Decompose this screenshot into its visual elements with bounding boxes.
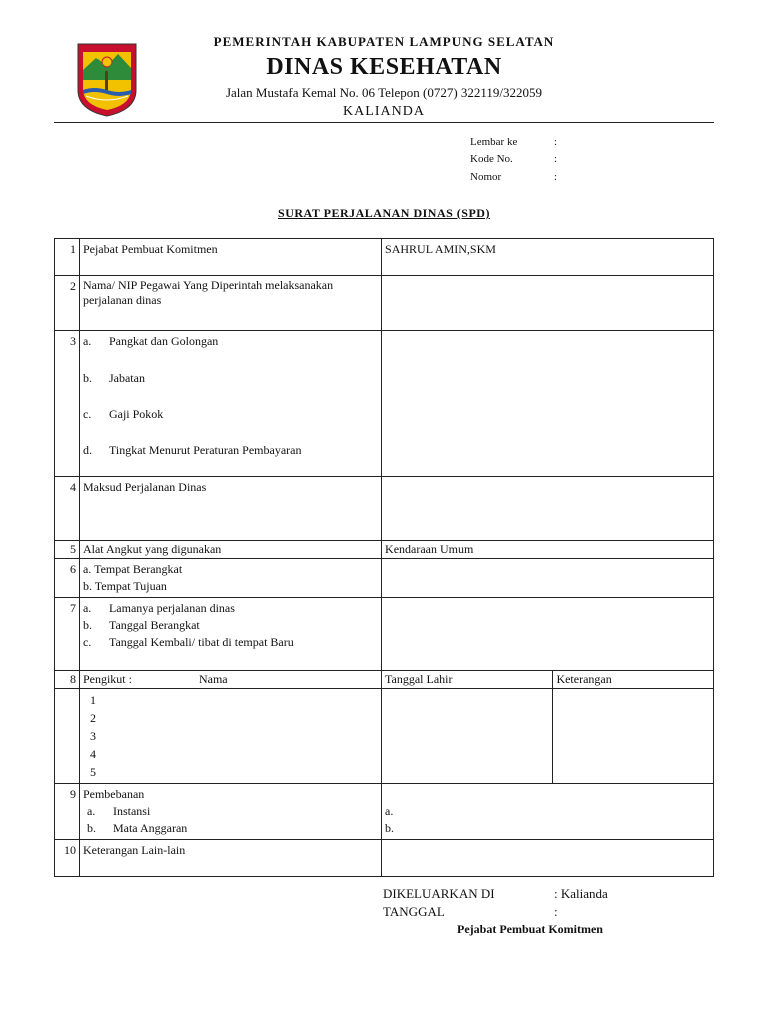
spd-table: [54, 238, 714, 877]
list-item: 1: [89, 693, 96, 707]
document-title: SURAT PERJALANAN DINAS (SPD): [278, 206, 490, 220]
list-item: a. Pangkat dan Golongan: [82, 334, 219, 348]
row-label: [79, 559, 381, 598]
meta-nomor-label: Nomor: [470, 171, 502, 183]
pengikut-label: Pengikut :: [82, 672, 132, 686]
row-number: 4: [55, 477, 80, 541]
tanggal-label: TANGGAL: [383, 904, 445, 919]
list-item: 5: [89, 765, 96, 779]
table-row: [55, 671, 714, 689]
row-value: [382, 276, 714, 331]
row-label: Alat Angkut yang digunakan: [79, 541, 381, 559]
row-number: 5: [55, 541, 80, 559]
col-tanggal-lahir: Tanggal Lahir: [382, 671, 553, 689]
meta-kode-label: Kode No.: [470, 153, 513, 165]
row-value: [382, 331, 714, 477]
pengikut-list: [79, 689, 381, 784]
row-value: SAHRUL AMIN,SKM: [382, 239, 714, 276]
table-row: [55, 598, 714, 671]
table-row: [55, 559, 714, 598]
row-number: 3: [55, 331, 80, 477]
list-item: 2: [89, 711, 96, 725]
list-item: a. Instansi: [86, 804, 151, 818]
table-row: [55, 541, 714, 559]
table-row: [55, 276, 714, 331]
tanggal-lahir-cell: [382, 689, 553, 784]
list-item: b. Jabatan: [82, 371, 145, 385]
row-value: [382, 598, 714, 671]
row-label: [79, 784, 381, 840]
table-row: [55, 239, 714, 276]
meta-kode-sep: :: [554, 153, 558, 165]
meta-nomor-sep: :: [554, 171, 558, 183]
row-value: Kendaraan Umum: [382, 541, 714, 559]
list-item: 4: [89, 747, 96, 761]
row-label: Nama/ NIP Pegawai Yang Diperintah melaksanakan perjalanan dinas: [79, 276, 381, 331]
row-label: [79, 331, 381, 477]
list-item: d. Tingkat Menurut Peraturan Pembayaran: [82, 443, 302, 457]
row-label: Maksud Perjalanan Dinas: [79, 477, 381, 541]
row-value: [382, 559, 714, 598]
header-city: KALIANDA: [343, 104, 425, 119]
row-label: Pejabat Pembuat Komitmen: [79, 239, 381, 276]
meta-lembar-label: Lembar ke: [470, 136, 518, 148]
mata-anggaran-value: b.: [385, 821, 395, 835]
col-keterangan: Keterangan: [553, 671, 714, 689]
list-item: c. Tanggal Kembali/ tibat di tempat Baru: [82, 635, 294, 649]
row-label: Keterangan Lain-lain: [79, 840, 381, 877]
list-item: c. Gaji Pokok: [82, 407, 164, 421]
instansi-value: a.: [385, 804, 394, 818]
pembebanan-label: Pembebanan: [82, 787, 145, 801]
keterangan-cell: [553, 689, 714, 784]
list-item: a. Tempat Berangkat: [82, 562, 183, 576]
tanggal-value: :: [554, 904, 558, 919]
list-item: b. Mata Anggaran: [86, 821, 188, 835]
row-label: [79, 598, 381, 671]
table-row: [55, 840, 714, 877]
row-number: 8: [55, 671, 80, 689]
list-item: b. Tempat Tujuan: [82, 579, 167, 593]
table-row: [55, 331, 714, 477]
table-row: [55, 477, 714, 541]
row-value: [382, 477, 714, 541]
row-value: [382, 840, 714, 877]
pejabat-signature-title: Pejabat Pembuat Komitmen: [457, 922, 603, 936]
row-number: 9: [55, 784, 80, 840]
row-label: [79, 671, 381, 689]
row-number: 7: [55, 598, 80, 671]
dikeluarkan-value: : Kalianda: [554, 886, 608, 901]
header-agency: DINAS KESEHATAN: [266, 54, 502, 80]
list-item: a. Lamanya perjalanan dinas: [82, 601, 235, 615]
dikeluarkan-label: DIKELUARKAN DI: [383, 886, 495, 901]
meta-lembar-sep: :: [554, 136, 558, 148]
col-nama: Nama: [198, 672, 228, 686]
header-rule: [54, 122, 714, 123]
row-number: 10: [55, 840, 80, 877]
list-item: b. Tanggal Berangkat: [82, 618, 200, 632]
row-number: 1: [55, 239, 80, 276]
table-row: [55, 784, 714, 840]
row-number: [55, 689, 80, 784]
header-address: Jalan Mustafa Kemal No. 06 Telepon (0727) 322119/322059: [225, 85, 543, 100]
row-number: 6: [55, 559, 80, 598]
header-government: PEMERINTAH KABUPATEN LAMPUNG SELATAN: [213, 34, 555, 49]
table-row: [55, 689, 714, 784]
row-number: 2: [55, 276, 80, 331]
row-value: [382, 784, 714, 840]
list-item: 3: [89, 729, 96, 743]
